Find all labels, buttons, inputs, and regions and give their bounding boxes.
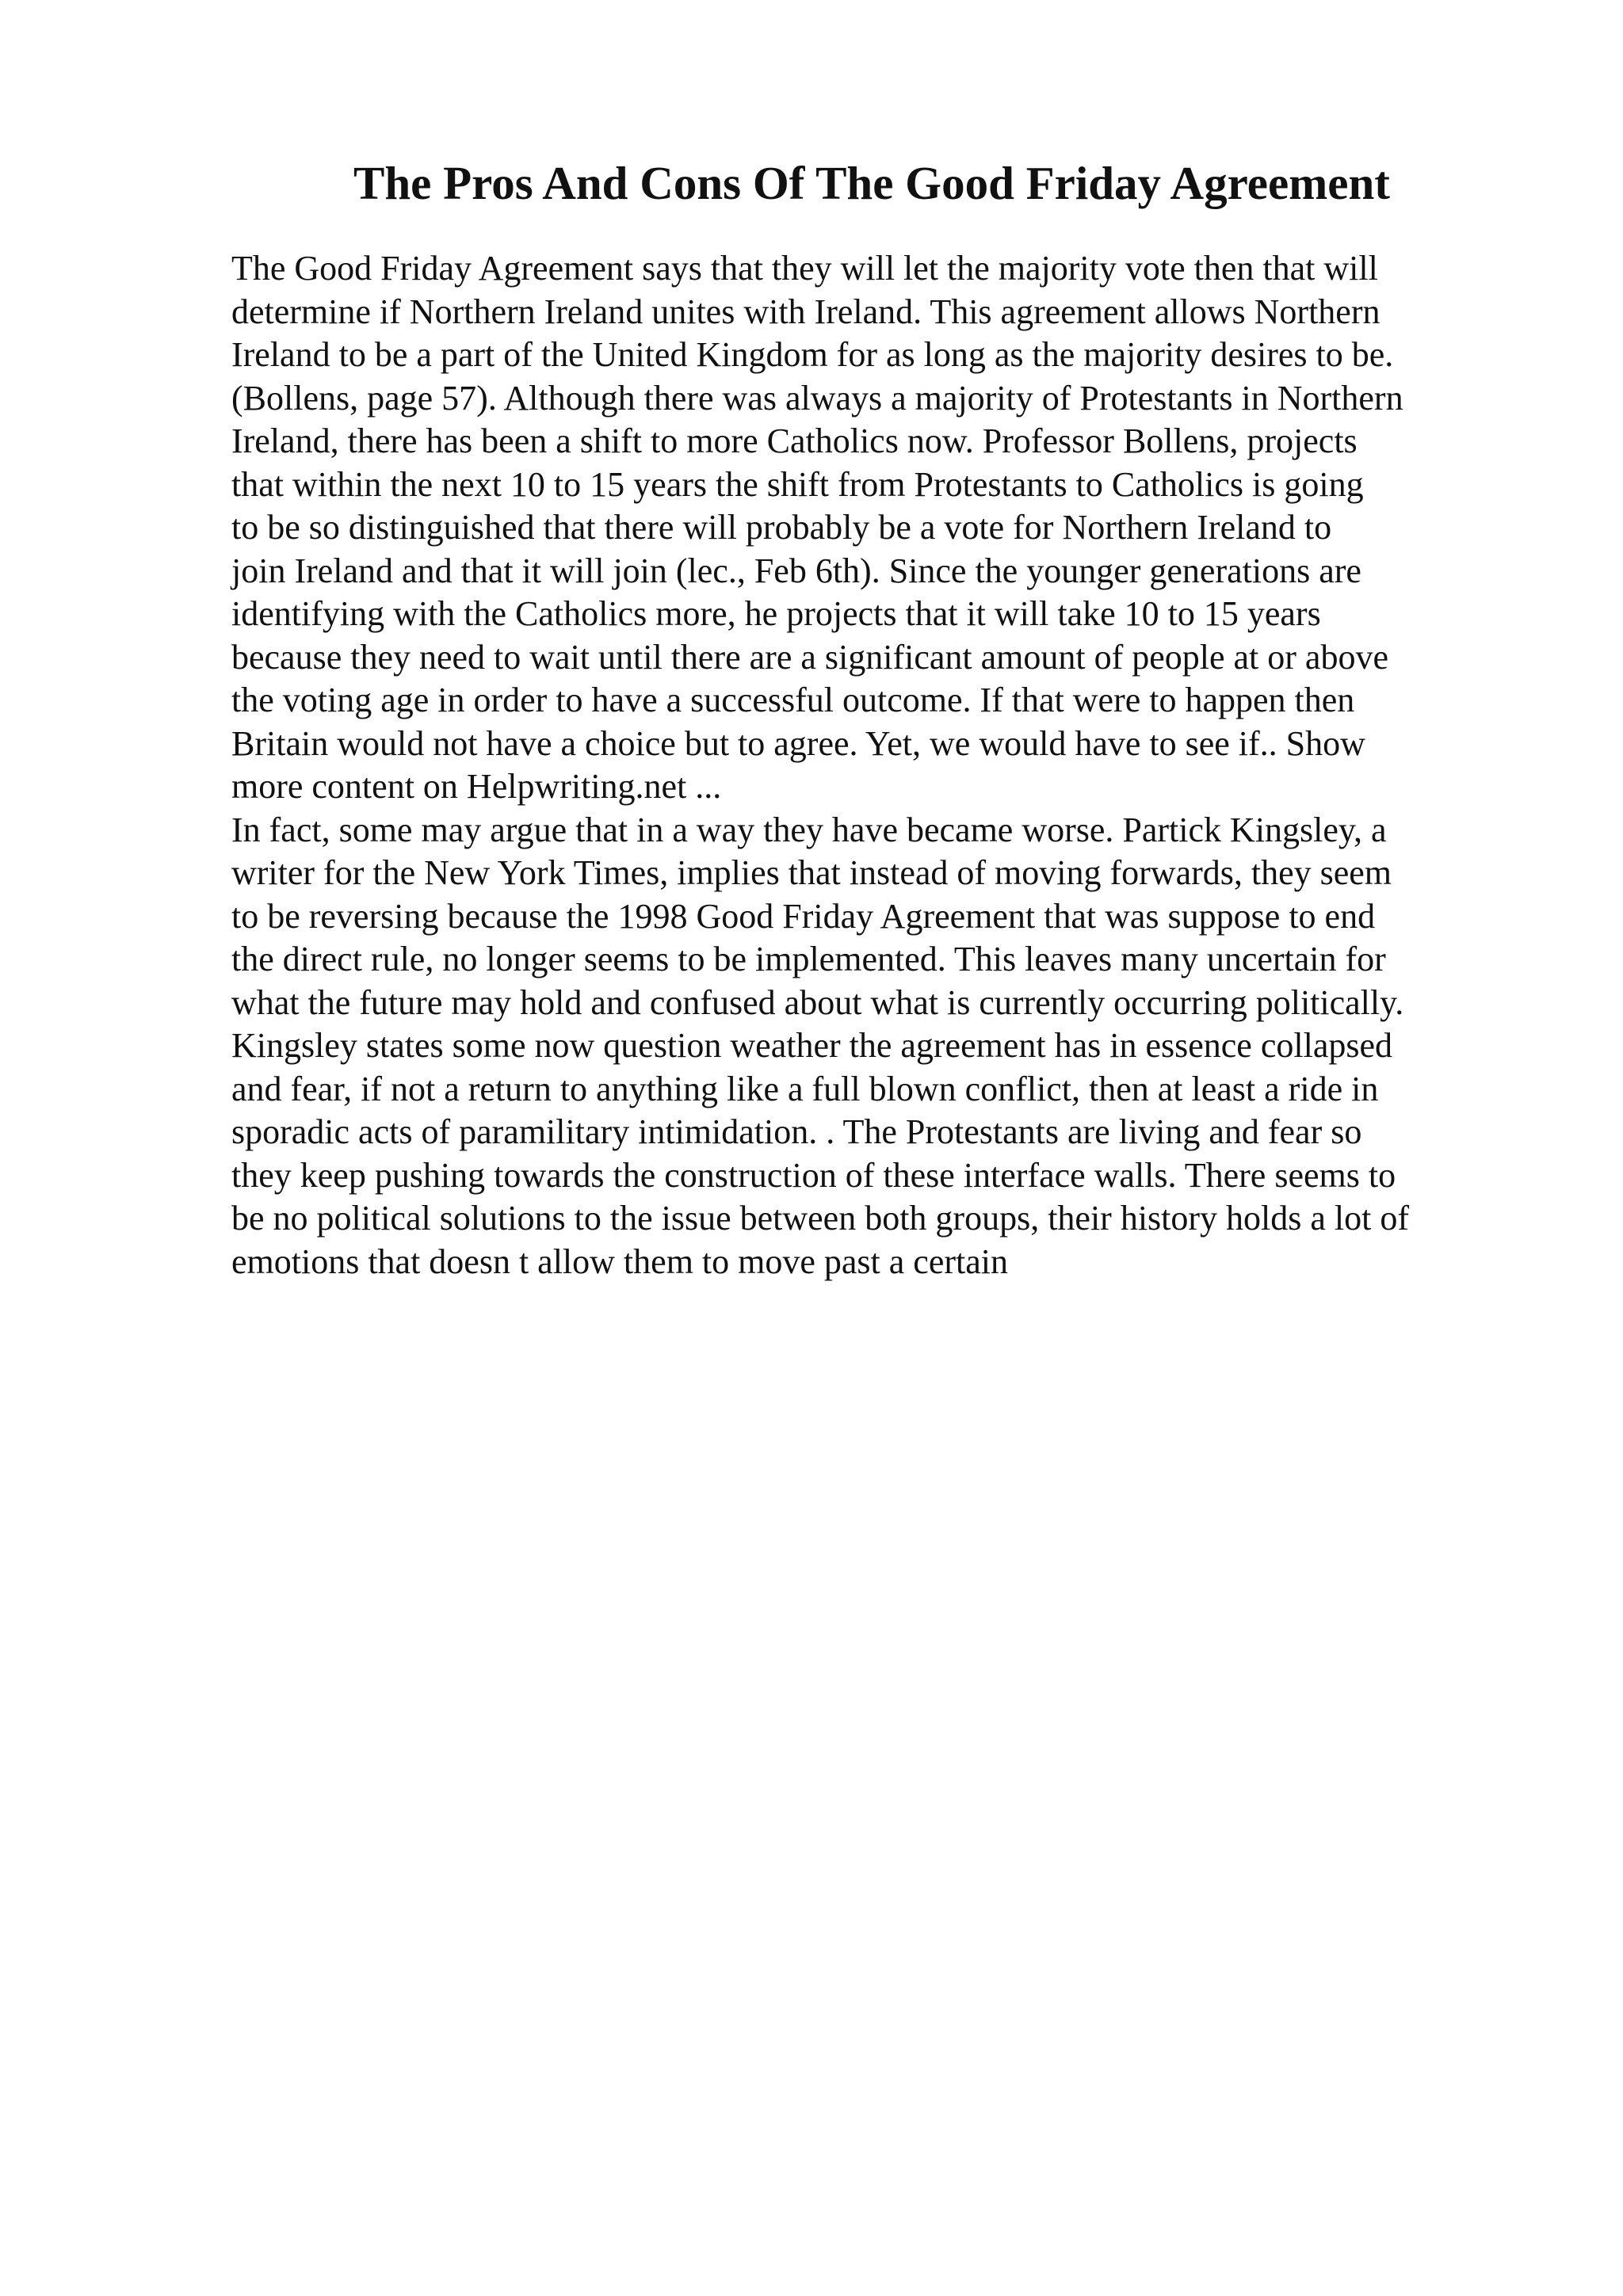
text-line: Britain would not have a choice but to agree. Yet, we would have to see if.. Show <box>231 723 1365 763</box>
text-line: and fear, if not a return to anything like a full blown conflict, then at least a ride in <box>231 1069 1379 1108</box>
text-line: to be so distinguished that there will probably be a vote for Northern Ireland to <box>231 508 1332 547</box>
text-line: to be reversing because the 1998 Good Friday Agreement that was suppose to end <box>231 896 1376 936</box>
text-line: determine if Northern Ireland unites with Ireland. This agreement allows Northern <box>231 292 1381 331</box>
text-line: In fact, some may argue that in a way they have became worse. Partick Kingsley, a <box>231 810 1387 849</box>
text-line: (Bollens, page 57). Although there was always a majority of Protestants in Northern <box>231 378 1403 418</box>
text-line: emotions that doesn t allow them to move past a certain <box>231 1241 1008 1281</box>
text-line: because they need to wait until there are a significant amount of people at or above <box>231 637 1388 677</box>
text-line: join Ireland and that it will join (lec., Feb 6th). Since the younger generations are <box>231 551 1361 590</box>
text-line: identifying with the Catholics more, he projects that it will take 10 to 15 years <box>231 594 1321 633</box>
text-line: Ireland to be a part of the United Kingdom for as long as the majority desires to be. <box>231 335 1394 374</box>
text-line: more content on Helpwriting.net ... <box>231 767 722 806</box>
text-line: Kingsley states some now question weather the agreement has in essence collapsed <box>231 1026 1392 1065</box>
text-line: writer for the New York Times, implies that instead of moving forwards, they seem <box>231 853 1392 892</box>
text-line: the direct rule, no longer seems to be implemented. This leaves many uncertain for <box>231 940 1386 978</box>
text-line: The Good Friday Agreement says that they will let the majority vote then that will <box>231 249 1378 288</box>
text-line: be no political solutions to the issue between both groups, their history holds a lot of <box>231 1199 1410 1238</box>
body-text <box>231 247 1499 1283</box>
page-title: The Pros And Cons Of The Good Friday Agreement <box>353 157 1390 209</box>
text-line: the voting age in order to have a successful outcome. If that were to happen then <box>231 681 1355 719</box>
text-line: what the future may hold and confused about what is currently occurring politically. <box>231 982 1404 1022</box>
text-line: Ireland, there has been a shift to more Catholics now. Professor Bollens, projects <box>231 421 1358 460</box>
text-line: they keep pushing towards the construction of these interface walls. There seems to <box>231 1155 1396 1195</box>
text-line: sporadic acts of paramilitary intimidation. . The Protestants are living and fear so <box>231 1112 1362 1151</box>
text-line: that within the next 10 to 15 years the shift from Protestants to Catholics is going <box>231 464 1364 504</box>
